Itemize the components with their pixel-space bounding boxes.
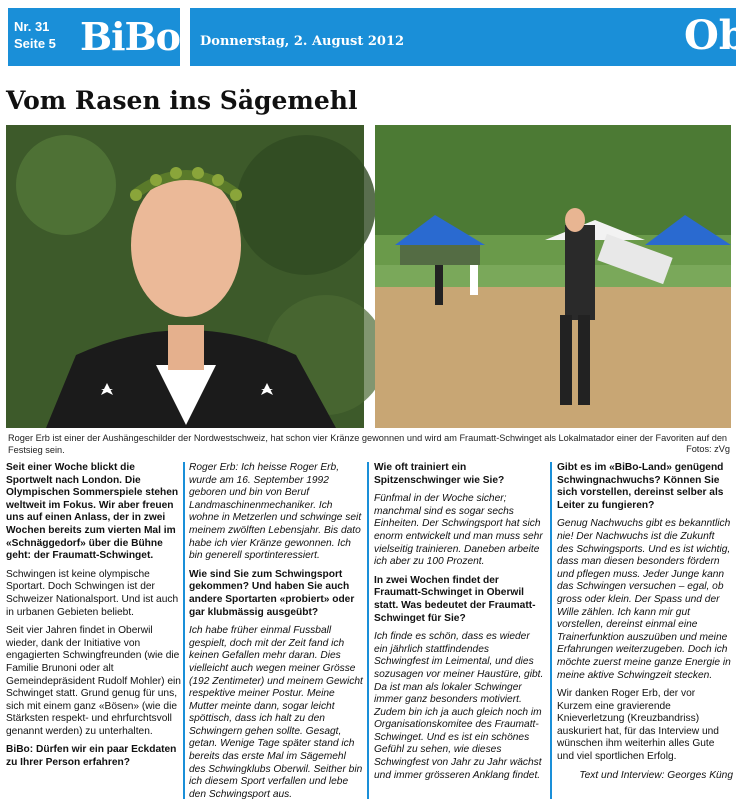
body-paragraph: Schwingen ist keine olympische Sportart. Doch Schwingen ist der Schweizer Nationalsport. Und ist auch in urbanen Gebieten beliebt. [6, 568, 179, 618]
page-number: Seite 5 [14, 36, 56, 51]
wrestling-photo [375, 125, 731, 428]
photo-caption: Roger Erb ist einer der Aushängeschilder der Nordwestschweiz, hat schon vier Kränze gewonnen und wird am Fraumatt-Schwinget als Lokalmatador einer der Favoriten auf den Festsieg sein. [8, 433, 728, 455]
lead-paragraph: Seit einer Woche blickt die Sportwelt nach London. Die Olympischen Sommerspiele stehen weltweit im Fokus. Wir aber freuen uns auf einen Anlass, der in zwei Wochen bereits zum vierten Mal im «Schnäggedorf» über die Bühne geht: der Fraumatt-Schwinget. [6, 462, 179, 562]
header-left-bar [8, 8, 180, 66]
body-paragraph: Seit vier Jahren findet in Oberwil wieder, dank der Initiative von engagierten Schwingfreunden (wie die Familie Brunoni oder alt Gemeindepräsident Rudolf Mohler) ein Schwinget statt. Grund genug für uns, sich mit einem ganz «Bösen» (wie die Stärksten respekt- und ehrfurchtsvoll genannt werden) zu unterhalten. [6, 625, 181, 737]
author-signature: Text und Interview: Georges Küng [579, 769, 733, 781]
column-3 [374, 462, 546, 788]
interview-answer: Ich finde es schön, dass es wieder ein jährlich stattfindendes Schwingfest im Leimental, und dies sozusagen vor meiner Haustüre, gibt. Da ist man als lokaler Schwinger immer ganz besonders motiviert. Zudem bin ich ja auch gleich noch im Organisationskomitee des Fraumatt-Schwinget. Und es ist ein schönes Gefühl zu sehen, wie dieses Schwingfest von Jahr zu Jahr wächst und immer grösseren Anklang findet. [374, 631, 544, 781]
interview-answer: Genug Nachwuchs gibt es bekanntlich nie! Der Nachwuchs ist die Zukunft des Schwingsports. Und es ist wichtig, dass man diesen besonders fördern und pflegen muss. Jeder Junge kann das Schwingen versuchen – egal, ob gross oder klein. Der Spass und der Wille zählen. Ich kann mir gut vorstellen, dereinst einmal eine Trainerfunktion auszuüben und meine Erfahrungen weiterzugeben. Doch ich möchte zuerst meine ganze Energie in meine aktive Schwingzeit stecken. [557, 518, 731, 681]
wrestling-illustration [375, 125, 731, 428]
interview-question: Gibt es im «BiBo-Land» genügend Schwingnachwuchs? Können Sie sich vorstellen, dereinst selber als Leiter zu fungieren? [557, 462, 724, 511]
article-title: Vom Rasen ins Sägemehl [6, 86, 358, 115]
interview-answer: Fünfmal in der Woche sicher; manchmal sind es sogar sechs Einheiten. Der Schwingsport hat sich enorm entwickelt und man muss sehr vielseitig trainieren. Daneben arbeite ich aber zu 100 Prozent. [374, 493, 543, 568]
column-1 [6, 462, 182, 776]
interview-answer: Roger Erb: Ich heisse Roger Erb, wurde am 16. September 1992 geboren und bin von Beruf Landmaschinenmechaniker. Ich wohne in Metzerlen und schwinge seit meinem zwölften Lebensjahr. Bis dato habe ich vier Kränze gewonnen. Ich bin generell sportinteressiert. [189, 462, 362, 562]
issue-info [14, 18, 56, 52]
header-right-bar [190, 8, 747, 66]
photo-credit: Fotos: zVg [686, 444, 730, 454]
interview-answer: Ich habe früher einmal Fussball gespielt, doch mit der Zeit fand ich keinen Gefallen mehr daran. Dies vielleicht auch wegen meiner Grösse (192 Zentimeter) und meinem Gewicht respektive meiner Postur. Meine Mutter meinte dann, sogar leicht spöttisch, dass ich halt zu den Schwingern gehen sollte. Gesagt, getan. Wenige Tage später stand ich bereits das erste Mal im Sägemehl des Schwingklubs Oberwil. Seither bin ich diesem Sport verfallen und lebe den Schwingsport aus. [189, 625, 363, 800]
column-divider [550, 462, 552, 799]
closing-paragraph: Wir danken Roger Erb, der vor Kurzem eine gravierende Knieverletzung (Kreuzbandriss) auskuriert hat, für das Interview und wünschen ihm weiterhin alles Gute und viel sportlichen Erfolg. [557, 688, 719, 763]
portrait-illustration [6, 125, 364, 428]
portrait-photo [6, 125, 364, 428]
issue-number: Nr. 31 [14, 19, 50, 34]
interview-question: BiBo: Dürfen wir ein paar Eckdaten zu Ihrer Person erfahren? [6, 744, 177, 769]
bibo-logo: BiBo [80, 14, 181, 59]
column-4 [557, 462, 733, 788]
column-2 [189, 462, 363, 807]
issue-date: Donnerstag, 2. August 2012 [200, 34, 405, 49]
section-title: Ob [684, 12, 747, 59]
column-divider [367, 462, 369, 799]
interview-question: Wie sind Sie zum Schwingsport gekommen? Und haben Sie auch andere Sportarten «probiert» oder gar klubmässig ausgeübt? [189, 568, 355, 618]
interview-question: Wie oft trainiert ein Spitzenschwinger wie Sie? [374, 462, 505, 486]
interview-question: In zwei Wochen findet der Fraumatt-Schwinget in Oberwil statt. Was bedeutet der Fraumatt-Schwinget für Sie? [374, 574, 536, 624]
column-divider [183, 462, 185, 799]
